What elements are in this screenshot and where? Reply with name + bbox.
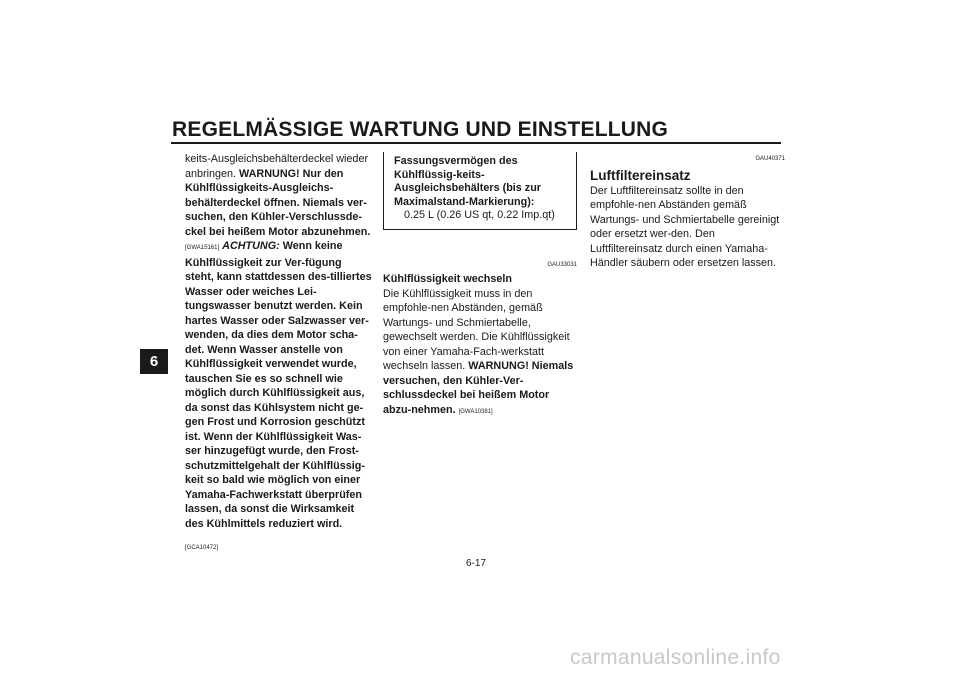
warning-text: WARNUNG! Nur den Kühlflüssigkeits-Ausgleichs-behälterdeckel öffnen. Niemals ver-suchen, den Kühler-Verschlussde-ckel bei heißem Motor abzunehmen.	[185, 167, 371, 238]
section-body: Die Kühlflüssigkeit muss in den empfohle-nen Abständen, gemäß Wartungs- und Schmiertabelle, gewechselt werden. Die Kühlflüssigkeit von einer Yamaha-Fach-werkstatt wechseln lassen.	[383, 287, 570, 372]
warning-code: [GWA10381]	[458, 408, 493, 415]
section-title: Kühlflüssigkeit wechseln	[383, 273, 512, 285]
capacity-label: Fassungsvermögen des Kühlflüssig-keits-Ausgleichsbehälters (bis zur Maximalstand-Markierung):	[394, 155, 541, 208]
section-code: GAU33031	[547, 261, 577, 268]
chapter-tab: 6	[140, 349, 168, 374]
capacity-box	[383, 152, 577, 230]
section-body: Der Luftfiltereinsatz sollte in den empfohle-nen Abständen gemäß Wartungs- und Schmiertabelle gereinigt oder ersetzt wer-den. Den Luftfiltereinsatz durch einen Yamaha-Händler säubern oder ersetzen lassen.	[590, 184, 780, 269]
capacity-value: 0.25 L (0.26 US qt, 0.22 Imp.qt)	[404, 209, 555, 221]
header-rule	[171, 142, 781, 144]
column-middle	[383, 152, 577, 419]
section-code: GAU40371	[755, 156, 785, 162]
watermark: carmanualsonline.info	[570, 646, 781, 669]
caution-code: [GCA10472]	[185, 545, 219, 551]
caution-label: ACHTUNG:	[222, 240, 280, 252]
column-right	[590, 152, 785, 271]
warning-text: WARNUNG! Niemals versuchen, den Kühler-Ver-schlussdeckel bei heißem Motor abzu-nehmen.	[383, 360, 574, 416]
section-title: Luftfiltereinsatz	[590, 167, 691, 183]
page-number: 6-17	[466, 558, 487, 569]
caution-text: Wenn keine Kühlflüssigkeit zur Ver-fügung steht, kann stattdessen des-tilliertes Wasser oder weiches Lei-tungswasser benutzt werden. Kein hartes Wasser oder Salzwasser ver-wenden, da dies dem Motor scha-det. Wenn Wasser anstelle von Kühlflüssigkeit verwendet wurde, tauschen Sie es so schnell wie möglich durch Kühlflüssigkeit aus, da sonst das Kühlsystem nicht ge-gen Frost und Korrosion geschützt ist. Wenn der Kühlflüssigkeit Was-ser hinzugefügt wurde, den Frost-schutzmittelgehalt der Kühlflüssig-keit so bald wie möglich von einer Yamaha-Fachwerkstatt überprüfen lassen, da sonst die Wirksamkeit des Kühlmittels reduziert wird.	[185, 240, 372, 530]
column-left	[185, 152, 373, 556]
intro-text: keits-Ausgleichsbehälterdeckel wieder anbringen.	[185, 153, 369, 180]
page-title: REGELMÄSSIGE WARTUNG UND EINSTELLUNG	[172, 118, 669, 141]
warning-code: [GWA15161]	[185, 245, 220, 251]
